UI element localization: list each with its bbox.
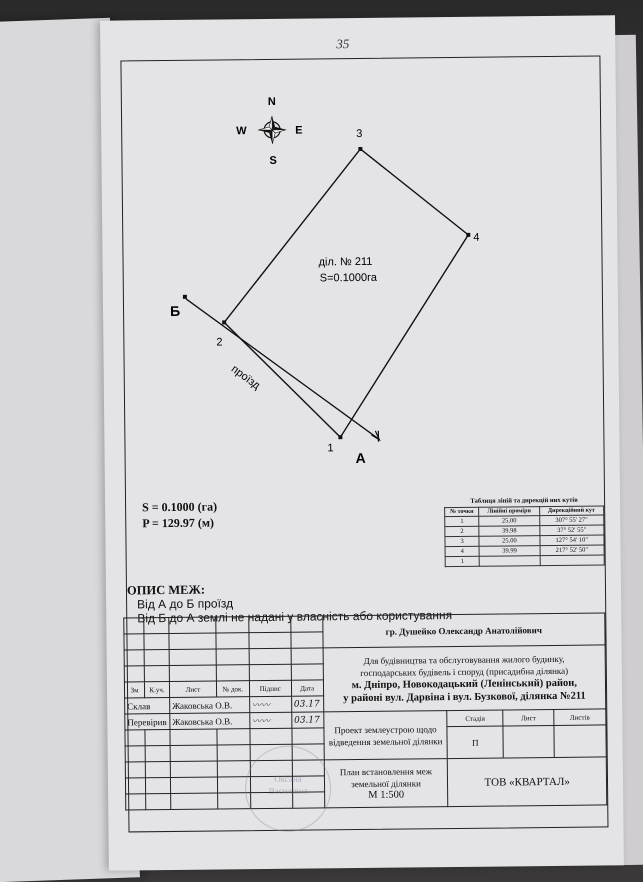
plan-title: План встановлення меж земельної ділянки: [327, 765, 446, 790]
cell-length: 25.00: [479, 536, 539, 547]
parcel-area-label: S=0.1000га: [320, 272, 378, 285]
cell-point: 3: [445, 536, 479, 546]
parcel-outline: [222, 148, 470, 439]
col-angle: Дирекційний кут: [539, 506, 604, 516]
seal-stamp: Оксана Василівна: [245, 745, 332, 832]
title-block: [123, 612, 607, 831]
header-signature: Підпис: [249, 680, 291, 696]
purpose-line-4: у районі вул. Дарвіна і вул. Бузкової, ділянка №211: [326, 689, 603, 705]
cell-angle: 307° 55' 27": [539, 515, 604, 526]
stage-header: Стадія: [447, 710, 503, 727]
cell-angle: [540, 555, 605, 566]
checked-role: Перевірив: [125, 714, 170, 730]
cell-angle: 127° 54' 10": [539, 535, 604, 546]
perimeter: P = 129.97 (м): [142, 514, 217, 531]
total-area: S = 0.1000 (га): [142, 498, 217, 515]
compass-w: W: [236, 125, 247, 137]
point-a-label: А: [356, 450, 366, 466]
checked-name: Жаковська О.В.: [170, 713, 250, 730]
vertex-label-1: 1: [327, 442, 333, 454]
cell-point: 1: [445, 556, 479, 566]
header-change: Зм: [124, 682, 144, 698]
table-title: Таблиця ліній та дирекцій них кутів: [444, 496, 604, 505]
document-page: [100, 15, 624, 870]
vertex-label-2: 2: [216, 336, 222, 348]
compiled-name: Жаковська О.В.: [170, 697, 250, 714]
stage-value: П: [447, 726, 503, 759]
col-point: № точки: [445, 507, 479, 516]
drawing-frame: [120, 55, 608, 832]
cell-angle: 37° 52' 55": [539, 525, 604, 536]
cell-length: 39.98: [479, 526, 539, 537]
purpose-line-3: м. Дніпро, Новокодацький (Ленінський) район,: [326, 676, 603, 692]
checked-date: 03.17: [291, 712, 323, 728]
plan-title-block: [324, 759, 448, 808]
vertex-label-4: 4: [473, 232, 479, 244]
compass-icon: [258, 116, 286, 144]
purpose-line-2: господарських будівель і споруд (присадибна ділянка): [325, 664, 602, 679]
project-title: Проект землеустрою щодо відведення земельної ділянки: [323, 711, 447, 760]
point-b-label: Б: [170, 303, 180, 319]
road-label: проїзд: [229, 363, 263, 392]
cell-point: 4: [445, 546, 479, 556]
compiled-role: Склав: [125, 698, 170, 714]
cell-length: 39.99: [479, 546, 539, 557]
header-date: Дата: [291, 680, 323, 696]
sheets-header: Листів: [554, 709, 606, 726]
compass-s: S: [269, 155, 276, 167]
cell-angle: 217° 52' 50": [540, 545, 605, 556]
compass-n: N: [268, 96, 276, 108]
area-summary: [142, 498, 217, 531]
col-length: Лінійні проміри: [479, 507, 539, 517]
purpose-block: [323, 645, 606, 712]
compiled-signature: 〰〰: [249, 696, 291, 712]
compiled-date: 03.17: [291, 696, 323, 712]
header-kuch: К.уч.: [144, 682, 169, 698]
lines-angles-table: [444, 496, 605, 567]
sheet-header: Лист: [503, 709, 554, 726]
owner-name: гр. Душейко Олександр Анатолійович: [322, 613, 605, 648]
header-doc: № док.: [216, 681, 249, 697]
vertex-label-3: 3: [356, 128, 362, 140]
boundary-line-1: Від А до Б проїзд: [127, 594, 452, 611]
road-boundary-line: [186, 297, 378, 441]
parcel-number-label: діл. № 211: [318, 256, 372, 269]
checked-signature: 〰〰: [250, 712, 292, 728]
purpose-line-1: Для будівництва та обслуговування жилого будинку,: [325, 652, 602, 667]
compass-e: E: [295, 125, 302, 137]
cell-length: [479, 556, 539, 567]
scale: М 1:500: [327, 789, 446, 802]
site-plan: [121, 56, 603, 491]
boundary-heading: ОПИС МЕЖ:: [127, 580, 452, 597]
boundary-line-2: Від Б до А землі не надані у власність або користування: [127, 608, 452, 625]
cell-length: 25.00: [479, 516, 539, 527]
cell-point: 2: [445, 526, 479, 536]
company-name: ТОВ «КВАРТАЛ»: [448, 757, 607, 807]
cell-point: 1: [445, 516, 479, 526]
table-row: [445, 555, 604, 567]
header-sheet: Лист: [169, 681, 216, 697]
page-number: 35: [336, 36, 349, 52]
